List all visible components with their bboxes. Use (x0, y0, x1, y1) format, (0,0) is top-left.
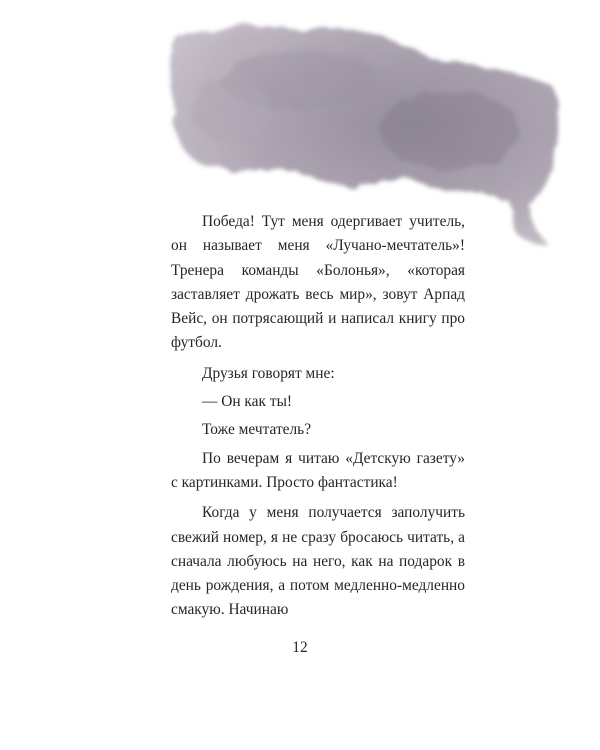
body-text (171, 210, 465, 629)
paragraph: Друзья говорят мне: (202, 364, 335, 382)
paragraph: Победа! Тут меня одергивает учитель, он называет меня «Лучано-мечтатель»! Тренера команды «Болонья», «которая заставляет дрожать весь мир», зовут Арпад Вейс, он потрясающий и написал книгу про футбол. (171, 213, 465, 352)
dialogue-line: — Он как ты! (202, 393, 293, 411)
paragraph: Когда у меня получается заполучить свежий номер, я не сразу бросаюсь читать, а сначала любуюсь на него, как на подарок в день рождения, а потом медленно-медленно смакую. Начинаю (171, 504, 465, 619)
page-number: 12 (292, 639, 308, 656)
paragraph: Тоже мечтатель? (202, 421, 312, 439)
paragraph: По вечерам я читаю «Детскую газету» с картинками. Просто фантастика! (171, 449, 465, 491)
